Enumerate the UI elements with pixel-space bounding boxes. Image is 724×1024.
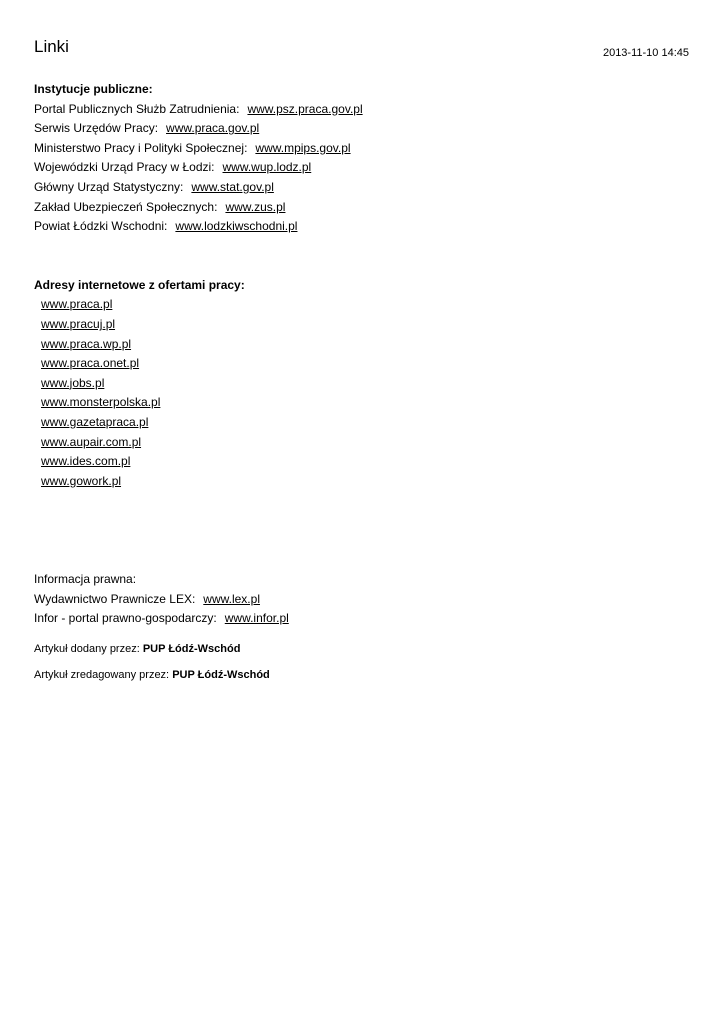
- institution-row: [34, 139, 694, 159]
- job-link-row: [34, 315, 694, 335]
- job-link-row: [34, 452, 694, 472]
- legal-label: Infor - portal prawno-gospodarczy:: [34, 611, 217, 626]
- institution-row: [34, 100, 694, 120]
- job-link-aupair[interactable]: www.aupair.com.pl: [41, 434, 142, 449]
- spacer: [34, 491, 694, 570]
- job-link-row: [34, 472, 694, 492]
- institution-link-wup[interactable]: www.wup.lodz.pl: [222, 160, 312, 175]
- article-edited-by: [34, 668, 694, 682]
- spacer: [34, 237, 694, 276]
- legal-link-infor[interactable]: www.infor.pl: [224, 611, 289, 626]
- institution-label: Główny Urząd Statystyczny:: [34, 179, 184, 194]
- article-content: [34, 80, 694, 682]
- legal-row: [34, 590, 694, 610]
- institution-link-praca-gov[interactable]: www.praca.gov.pl: [166, 121, 260, 136]
- page-title: Linki: [34, 37, 69, 56]
- legal-label: Wydawnictwo Prawnicze LEX:: [34, 591, 196, 606]
- job-link-row: [34, 393, 694, 413]
- legal-info-heading: Informacja prawna:: [34, 572, 137, 587]
- institution-row: [34, 217, 694, 237]
- legal-link-lex[interactable]: www.lex.pl: [203, 591, 260, 606]
- edited-by-author: PUP Łódź-Wschód: [172, 669, 270, 682]
- added-by-label: Artykuł dodany przez:: [34, 643, 140, 656]
- job-link-row: [34, 295, 694, 315]
- edited-by-label: Artykuł zredagowany przez:: [34, 669, 170, 682]
- job-link-gazetapraca[interactable]: www.gazetapraca.pl: [41, 414, 149, 429]
- job-link-praca[interactable]: www.praca.pl: [41, 297, 113, 312]
- institution-row: [34, 178, 694, 198]
- institution-label: Zakład Ubezpieczeń Społecznych:: [34, 199, 218, 214]
- job-link-praca-onet[interactable]: www.praca.onet.pl: [41, 356, 140, 371]
- print-datetime: 2013-11-10 14:45: [602, 47, 689, 59]
- job-link-gowork[interactable]: www.gowork.pl: [41, 473, 122, 488]
- job-offers-heading: Adresy internetowe z ofertami pracy:: [34, 277, 245, 292]
- institution-label: Powiat Łódzki Wschodni:: [34, 219, 168, 234]
- job-link-row: [34, 374, 694, 394]
- institution-link-stat[interactable]: www.stat.gov.pl: [191, 179, 274, 194]
- job-link-jobs[interactable]: www.jobs.pl: [41, 375, 105, 390]
- public-institutions-heading: Instytucje publiczne:: [34, 82, 153, 96]
- institution-label: Portal Publicznych Służb Zatrudnienia:: [34, 101, 240, 116]
- job-link-pracuj[interactable]: www.pracuj.pl: [41, 316, 116, 331]
- article-added-by: [34, 642, 694, 656]
- institution-label: Serwis Urzędów Pracy:: [34, 121, 159, 136]
- institution-link-lodzkiwschodni[interactable]: www.lodzkiwschodni.pl: [175, 219, 298, 234]
- spacer: [34, 629, 694, 642]
- institution-link-psz[interactable]: www.psz.praca.gov.pl: [247, 101, 363, 116]
- institution-link-zus[interactable]: www.zus.pl: [225, 199, 286, 214]
- job-link-row: [34, 413, 694, 433]
- institution-label: Wojewódzki Urząd Pracy w Łodzi:: [34, 160, 215, 175]
- institution-row: [34, 119, 694, 139]
- job-link-row: [34, 433, 694, 453]
- institution-row: [34, 198, 694, 218]
- job-link-praca-wp[interactable]: www.praca.wp.pl: [41, 336, 132, 351]
- job-link-row: [34, 354, 694, 374]
- institution-label: Ministerstwo Pracy i Polityki Społecznej:: [34, 140, 248, 155]
- added-by-author: PUP Łódź-Wschód: [142, 643, 241, 656]
- legal-row: [34, 609, 694, 629]
- job-link-monsterpolska[interactable]: www.monsterpolska.pl: [41, 395, 161, 410]
- job-link-ides[interactable]: www.ides.com.pl: [41, 454, 131, 469]
- spacer: [34, 656, 694, 668]
- institution-link-mpips[interactable]: www.mpips.gov.pl: [255, 140, 351, 155]
- institution-row: [34, 158, 694, 178]
- job-link-row: [34, 335, 694, 355]
